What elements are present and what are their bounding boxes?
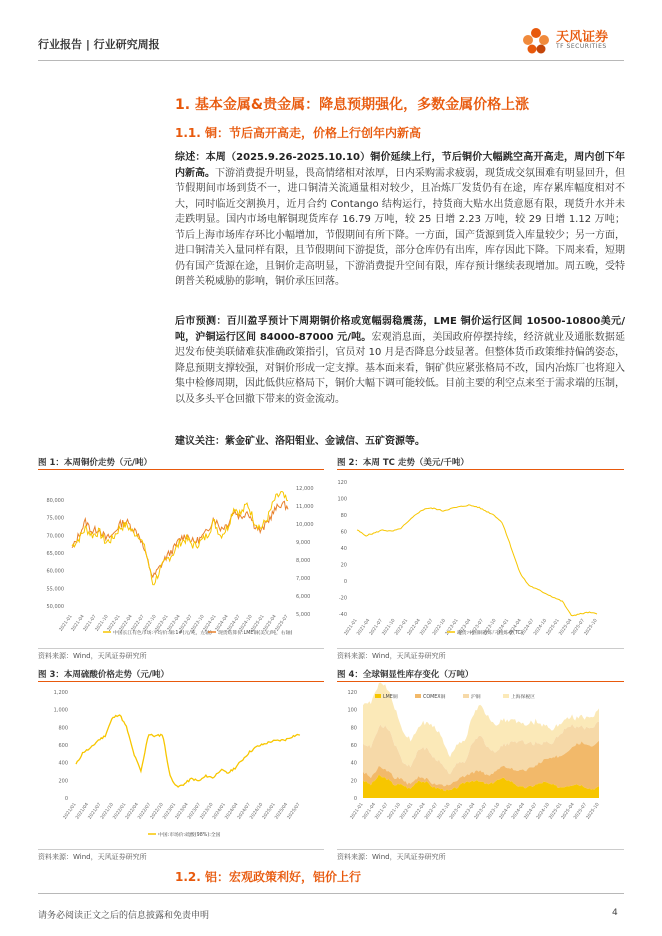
fig1-chart: [38, 474, 324, 644]
fig3-x-tick: 2024/10: [249, 802, 265, 821]
fig4-y-tick: 0: [353, 796, 357, 802]
fig2-x-tick: 2023-10: [482, 618, 498, 637]
fig3-rule: [38, 681, 324, 682]
fig3-series-sulfuric: [76, 715, 300, 787]
summary-line: 吨，较 25 日增 2.23 万吨，较 29 日增 1.12 万吨；节后上海市场库存环比小幅增加，节假: [175, 214, 625, 241]
fig1-x-tick: 2021-04: [70, 614, 86, 633]
forecast-line: 体货币政策维持偏鸽姿态，降息预期支撑较强，对铜价形成一定支撑。基本面来看，铜矿: [175, 347, 625, 374]
fig2-source-rule: [337, 648, 624, 649]
fig4-y-tick: 20: [350, 778, 357, 785]
forecast-line: 宏观消息面，美国政府停摆持续，经济就业: [371, 331, 565, 343]
fig2-x-tick: 2024-01: [495, 618, 511, 637]
fig2-x-tick: 2022-04: [406, 618, 422, 637]
fig1-x-tick: 2022-04: [118, 614, 134, 633]
forecast-line: 调可能较低。目前主要的利空点来至于需求端的压制，以及多头平仓回撤下带来的资金流: [175, 378, 625, 405]
fig4-source: 资料来源：Wind，天风证券研究所: [337, 853, 446, 861]
fig4-x-tick: 2025-07: [573, 802, 589, 821]
fig4-x-tick: 2025-01: [548, 802, 564, 821]
fig3-y-tick: 800: [58, 725, 68, 732]
page-number: 4: [612, 908, 618, 918]
fig1-rule: [38, 469, 324, 470]
fig3-x-tick: 2025/07: [286, 802, 302, 821]
fig1-y-right-tick: 9,000: [296, 540, 311, 546]
fig2-y-tick: 60: [340, 529, 347, 536]
fig4-x-tick: 2021-01: [349, 802, 365, 821]
forecast-label: 后市预测：: [175, 316, 227, 327]
fig2-y-tick: 100: [337, 496, 347, 503]
fig4-x-tick: 2022-07: [424, 802, 440, 821]
fig4-x-tick: 2022-01: [399, 802, 415, 821]
fig3-y-tick: 200: [58, 778, 68, 785]
fig2-x-tick: 2024-10: [533, 618, 549, 637]
fig1-x-tick: 2024-10: [238, 614, 254, 633]
summary-line: 货源在途，且铜价走高明显，下游消费提升空间有限，库存预计继续表现增加。周五晚，: [215, 260, 605, 272]
fig3-x-tick: 2023/10: [199, 802, 215, 821]
summary-label: 综述：: [175, 152, 206, 163]
section-1-2-title: 1.2. 铝：宏观政策利好，铝价上行: [175, 870, 361, 884]
fig2-rule: [337, 469, 624, 470]
fig3-y-tick: 1,000: [53, 707, 68, 714]
fig1-source: 资料来源：Wind，天风证券研究所: [38, 652, 147, 660]
section-1-title: 1. 基本金属&贵金属：降息预期强化，多数金属价格上涨: [175, 97, 530, 113]
fig3-y-tick: 400: [58, 760, 68, 767]
fig2-y-tick: 120: [337, 480, 347, 486]
fig1-x-tick: 2025-01: [250, 614, 266, 633]
fig3-x-tick: 2025/04: [274, 802, 290, 821]
summary-bold: 本周（2025.9.26-2025.10.10）铜价延续上行，节后铜价大幅跳空高开高走，周内创下年内新高。: [175, 152, 626, 179]
fig1-y-left-tick: 50,000: [46, 604, 64, 610]
fig1-x-tick: 2021-10: [94, 614, 110, 633]
fig1-y-right-tick: 10,000: [296, 522, 314, 528]
fig2-y-tick: 0: [343, 579, 347, 585]
fig2-x-tick: 2021-04: [356, 618, 372, 637]
fig1-y-right-tick: 5,000: [296, 612, 311, 618]
fig4-legend-1: LME铜: [383, 695, 398, 700]
fig3-x-tick: 2023/04: [174, 802, 190, 821]
fig4-y-tick: 60: [350, 743, 357, 749]
fig2-x-tick: 2024-07: [520, 618, 536, 637]
fig1-title: 图 1：本周铜价走势（元/吨）: [38, 458, 152, 468]
fig2-y-tick: 40: [340, 546, 347, 552]
forecast-paragraph: [175, 314, 625, 407]
fig1-y-right-tick: 8,000: [296, 558, 311, 564]
fig3-x-tick: 2024/01: [212, 802, 227, 821]
fig1-y-left-tick: 65,000: [46, 551, 64, 557]
fig2-x-tick: 2023-04: [457, 618, 473, 637]
fig1-y-left-tick: 60,000: [46, 568, 64, 575]
fig4-legend-4: 上海保税区: [511, 695, 535, 700]
fig2-x-tick: 2025-10: [583, 618, 599, 637]
fig2-source: 资料来源：Wind，天风证券研究所: [337, 652, 446, 660]
summary-line: 期间有所下降。一方面，国产货源到货入库量较少；另一方面，进口铜清关入量同样有: [175, 229, 625, 256]
forecast-line: 动。: [325, 393, 345, 405]
summary-line: 限，且节假期间下游提货，部分仓库仍有出库，库存因此下降。下周来看，短期仍有国产: [175, 245, 625, 272]
fig4-x-tick: 2023-10: [486, 802, 502, 821]
fig4-x-tick: 2023-01: [449, 802, 465, 821]
fig3-x-tick: 2025/01: [261, 802, 277, 821]
fig4-x-tick: 2021-04: [362, 802, 378, 821]
fig1-legend-1: 中国长江有色市场:平均价:铜:1#(元/吨，左轴): [113, 631, 212, 636]
fig1-x-tick: 2025-07: [274, 614, 290, 633]
fig3-y-tick: 1,200: [53, 690, 68, 696]
fig4-x-tick: 2024-07: [523, 802, 539, 821]
fig4-x-tick: 2023-04: [461, 802, 477, 821]
fig1-x-tick: 2024-04: [214, 614, 230, 633]
fig3-x-tick: 2022/04: [125, 802, 140, 821]
section-1-1-title: 1.1. 铜：节后高开高走，价格上行创年内新高: [175, 126, 421, 140]
fig4-y-tick: 100: [347, 707, 357, 714]
fig3-x-tick: 2022/07: [137, 802, 153, 821]
recommendation: 建议关注：紫金矿业、洛阳钼业、金诚信、五矿资源等。: [175, 436, 425, 447]
fig1-y-right-tick: 6,000: [296, 594, 311, 600]
fig4-x-tick: 2024-04: [511, 802, 527, 821]
fig1-y-left-tick: 80,000: [46, 498, 64, 504]
fig4-x-tick: 2021-10: [387, 802, 402, 821]
fig1-x-tick: 2023-10: [190, 614, 206, 633]
fig1-x-tick: 2022-07: [130, 614, 146, 633]
fig4-y-tick: 120: [347, 690, 357, 696]
fig2-x-tick: 2024-04: [507, 618, 523, 637]
fig2-y-tick: 80: [340, 513, 347, 519]
fig2-chart: [337, 474, 624, 644]
fig2-x-tick: 2025-07: [571, 618, 587, 637]
forecast-line: 供应紧张格局不改，国内冶炼厂也将迎入集中检修周期，因此低供应格局下，铜价大幅下: [175, 362, 625, 389]
summary-line: 围难有明显回升，但节假期间市场到货不一，进口铜清关流通量相对较少，且冶炼厂发货: [175, 167, 625, 194]
forecast-line: 及通胀数据延迟发布使美联储难获准确政策指引，官员对 10 月是否降息分歧显著。但整: [175, 331, 626, 358]
fig2-x-tick: 2021-01: [343, 618, 359, 637]
fig4-source-rule: [337, 849, 624, 850]
fig1-x-tick: 2022-10: [142, 614, 158, 633]
fig1-x-tick: 2024-07: [226, 614, 242, 633]
fig3-y-tick: 0: [64, 796, 68, 802]
fig1-x-tick: 2023-07: [178, 614, 194, 633]
summary-line: 受特朗普关税威胁的影响，铜价承压回落。: [175, 260, 625, 287]
tf-securities-logo: [520, 24, 630, 56]
header-divider: [38, 60, 624, 61]
fig3-x-tick: 2021/07: [87, 802, 103, 821]
fig1-y-left-tick: 75,000: [46, 515, 64, 522]
fig4-y-tick: 40: [350, 760, 357, 767]
logo-text-cn: 天风证券: [556, 30, 609, 45]
footer-divider: [38, 893, 624, 894]
fig2-x-tick: 2023-07: [470, 618, 485, 637]
fig2-y-tick: -20: [338, 595, 347, 602]
fig2-legend: 现货:中国铜冶炼厂:粗炼费(TC): [457, 631, 523, 636]
fig3-x-tick: 2024/07: [237, 802, 252, 821]
fig1-y-left-tick: 55,000: [46, 586, 64, 593]
logo-text-en: TF SECURITIES: [556, 43, 607, 50]
summary-line: 下游消费提升明显，畏高情绪相对浓厚，日内采购需求疲弱，现货成交氛: [215, 167, 535, 179]
fig1-legend-2: 现货结算价:LME铜(美元/吨，右轴): [218, 631, 293, 636]
forecast-bold-1: 百川盈孚预计下周期铜价格或宽幅弱稳震荡，LME 铜价运行区间 10500-10800: [226, 316, 601, 327]
fig3-x-tick: 2021/04: [75, 802, 91, 821]
logo-icon: [520, 24, 552, 56]
fig1-y-left-tick: 70,000: [46, 533, 64, 540]
fig4-legend-swatch-2: [415, 694, 421, 698]
fig4-x-tick: 2021-07: [374, 802, 390, 821]
summary-line: 持货商大贴水出货意愿有限，现货升水并未走跌明显。国内市场电解铜现货库存 16.79 万: [175, 198, 625, 225]
fig4-legend-swatch-1: [375, 694, 381, 698]
fig4-legend-3: 沪铜: [471, 695, 481, 700]
fig3-x-tick: 2021/01: [62, 802, 78, 821]
fig4-x-tick: 2024-10: [536, 802, 551, 821]
fig2-series-tc: [357, 505, 597, 616]
fig4-x-tick: 2022-10: [436, 802, 452, 821]
fig1-series-changjiang: [72, 492, 288, 585]
fig3-legend: 中国:市场价:硫酸(98%):全国: [158, 833, 221, 838]
fig1-x-tick: 2021-01: [58, 614, 74, 633]
fig4-x-tick: 2023-07: [473, 802, 489, 821]
fig3-x-tick: 2021/10: [100, 802, 115, 821]
fig1-x-tick: 2021-07: [82, 614, 98, 633]
fig2-title: 图 2：本周 TC 走势（美元/千吨）: [337, 458, 469, 468]
fig2-x-tick: 2025-04: [558, 618, 574, 637]
summary-paragraph: [175, 150, 625, 290]
fig1-x-tick: 2025-04: [262, 614, 278, 633]
fig2-y-tick: 20: [340, 562, 347, 569]
fig3-x-tick: 2023/07: [187, 802, 203, 821]
fig4-title: 图 4：全球铜显性库存变化（万吨）: [337, 670, 474, 680]
summary-line: 仍有在途，库存累库幅度相对不大，同时临近交割换月，近月合约 Contango 结构运行，: [175, 183, 626, 210]
fig4-rule: [337, 681, 624, 682]
header-breadcrumb: 行业报告 | 行业研究周报: [38, 38, 160, 51]
fig2-x-tick: 2023-01: [444, 618, 460, 637]
fig2-x-tick: 2025-01: [545, 618, 561, 637]
fig4-legend-2: COMEX铜: [423, 695, 446, 700]
fig4-chart: [337, 686, 624, 846]
fig4-y-tick: 80: [350, 725, 357, 732]
fig2-x-tick: 2021-07: [369, 618, 384, 637]
fig1-x-tick: 2023-01: [154, 614, 170, 633]
fig1-x-tick: 2024-01: [202, 614, 218, 633]
fig3-x-tick: 2023/01: [162, 802, 178, 821]
fig4-legend-swatch-3: [463, 694, 469, 698]
fig3-chart: [38, 686, 324, 846]
fig2-x-tick: 2021-10: [381, 618, 397, 637]
fig4-x-tick: 2025-10: [585, 802, 601, 821]
fig2-x-tick: 2022-10: [432, 618, 448, 637]
fig3-x-tick: 2022/10: [149, 802, 165, 821]
fig4-x-tick: 2025-04: [560, 802, 576, 821]
fig3-x-tick: 2024/04: [224, 802, 240, 821]
fig1-y-right-tick: 12,000: [296, 486, 314, 492]
fig2-y-tick: -40: [338, 612, 347, 618]
fig1-x-tick: 2022-01: [106, 614, 122, 633]
fig3-source-rule: [38, 849, 324, 850]
fig3-source: 资料来源：Wind，天风证券研究所: [38, 853, 147, 861]
fig3-title: 图 3：本周硫酸价格走势（元/吨）: [38, 670, 169, 680]
fig1-x-tick: 2023-04: [166, 614, 182, 633]
fig3-y-tick: 600: [58, 743, 68, 749]
fig2-x-tick: 2022-01: [394, 618, 410, 637]
fig4-legend-swatch-4: [503, 694, 509, 698]
fig1-y-right-tick: 7,000: [296, 576, 311, 582]
fig2-x-tick: 2022-07: [419, 618, 435, 637]
forecast-bold-2: 美元/吨，沪铜运行区间 84000-87000 元/吨。: [175, 316, 625, 343]
fig1-y-right-tick: 11,000: [296, 504, 314, 510]
fig4-x-tick: 2024-01: [498, 802, 514, 821]
fig1-source-rule: [38, 648, 324, 649]
footer-disclaimer: 请务必阅读正文之后的信息披露和免责申明: [38, 911, 210, 921]
fig3-x-tick: 2022/01: [112, 802, 128, 821]
fig4-x-tick: 2022-04: [411, 802, 427, 821]
